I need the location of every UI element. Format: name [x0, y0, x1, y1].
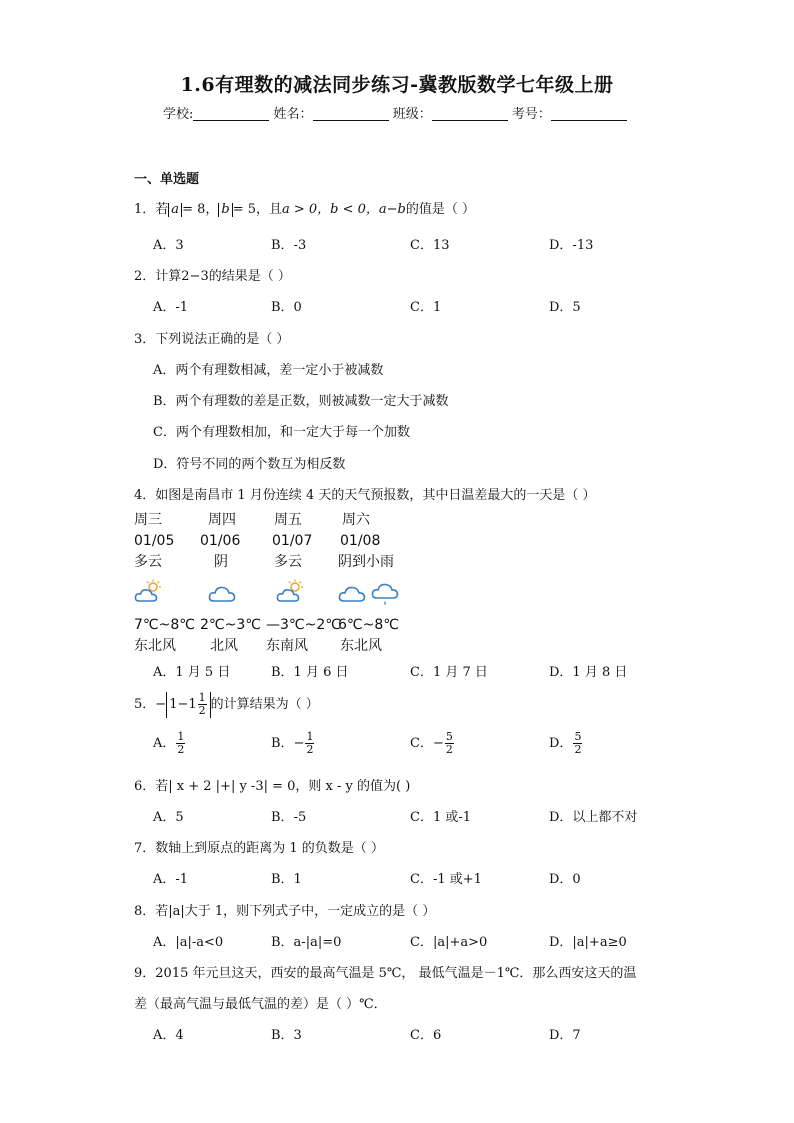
weekday: 周六	[342, 512, 370, 528]
denominator: 2	[574, 743, 582, 756]
options-q7	[153, 868, 673, 888]
options-q4	[153, 661, 673, 681]
fraction	[573, 731, 582, 756]
option-b[interactable]: B．a-|a|=0	[271, 935, 342, 950]
denominator: 2	[177, 743, 185, 756]
weather-forecast-figure	[134, 510, 434, 655]
option-d[interactable]: D．0	[549, 872, 581, 887]
option-b[interactable]: B．1	[271, 872, 302, 887]
question-4: 4．如图是南昌市 1 月份连续 4 天的天气预报数，其中日温差最大的一天是（ ）	[134, 488, 596, 503]
student-info-line	[163, 103, 627, 122]
numerator: 5	[445, 730, 453, 743]
option-c[interactable]	[410, 731, 455, 756]
exam-no-blank[interactable]	[551, 107, 627, 121]
question-text: = 5，且	[232, 202, 282, 217]
question-2	[134, 265, 291, 284]
forecast-day-1	[134, 510, 195, 657]
option-a[interactable]: A．5	[153, 810, 184, 825]
cloudy-icon	[200, 573, 261, 615]
option-d[interactable]: D．-13	[549, 238, 594, 253]
option-c[interactable]: C．13	[410, 238, 450, 253]
cloudy-to-rain-icon	[338, 573, 402, 615]
date: 01/05	[134, 533, 175, 549]
wind: 东南风	[266, 638, 308, 654]
option-a[interactable]: A．两个有理数相减，差一定小于被减数	[153, 363, 384, 378]
options-q1	[153, 234, 673, 254]
weekday: 周四	[208, 512, 236, 528]
numerator: 5	[574, 730, 582, 743]
option-a[interactable]: A．3	[153, 238, 184, 253]
numerator: 1	[306, 730, 314, 743]
question-text: 的值是（ ）	[405, 202, 476, 217]
option-b[interactable]: B．3	[271, 1028, 302, 1043]
class-blank[interactable]	[432, 107, 508, 121]
denominator: 2	[198, 704, 206, 717]
fraction	[176, 731, 185, 756]
name-blank[interactable]	[313, 107, 389, 121]
question-7: 7．数轴上到原点的距离为 1 的负数是（ ）	[134, 841, 384, 856]
fraction	[198, 692, 207, 717]
section-title: 一、单选题	[134, 172, 200, 187]
options-q9	[153, 1024, 673, 1044]
question-1	[134, 198, 475, 217]
option-sign: −	[293, 736, 305, 751]
forecast-day-4	[338, 510, 402, 657]
option-a[interactable]: A．-1	[153, 300, 189, 315]
denominator: 2	[306, 743, 314, 756]
numerator: 1	[198, 691, 206, 704]
school-blank[interactable]	[193, 107, 269, 121]
option-d[interactable]: D．1 月 8 日	[549, 665, 628, 680]
wind: 北风	[210, 638, 238, 654]
page-title: 1.6有理数的减法同步练习-冀教版数学七年级上册	[180, 74, 614, 96]
forecast-day-3	[266, 510, 341, 657]
condition: 多云	[274, 554, 302, 570]
partly-cloudy-icon	[266, 573, 341, 615]
question-6: 6．若| x + 2 |+| y -3| = 0，则 x - y 的值为( )	[134, 779, 411, 794]
option-a[interactable]: A．|a|-a<0	[153, 935, 224, 950]
abs-b: b	[218, 203, 232, 217]
question-text: 的结果是（ ）	[208, 269, 291, 284]
question-text: 2．计算	[134, 269, 182, 284]
question-number: 1．	[134, 202, 156, 217]
condition: 多云	[134, 554, 162, 570]
question-text: = 8，	[182, 202, 219, 217]
date: 01/08	[340, 533, 381, 549]
weekday: 周三	[134, 512, 162, 528]
denominator: 2	[445, 743, 453, 756]
class-label: 班级：	[392, 107, 432, 122]
wind: 东北风	[134, 638, 176, 654]
option-d[interactable]: D．以上都不对	[549, 810, 638, 825]
school-label: 学校:	[163, 107, 194, 122]
temperature: 7℃~8℃	[134, 617, 195, 633]
option-d[interactable]: D．5	[549, 300, 581, 315]
forecast-day-2	[200, 510, 261, 657]
minus-sign: −	[155, 697, 167, 712]
question-5	[134, 692, 319, 718]
question-9-line-1: 9．2015 年元旦这天，西安的最高气温是 5℃， 最低气温是－1℃．那么西安这天的温	[134, 966, 637, 981]
option-c[interactable]: C．|a|+a>0	[410, 935, 488, 950]
fraction	[445, 731, 454, 756]
options-q6	[153, 806, 673, 826]
options-q5	[153, 731, 673, 761]
option-label: B．	[271, 736, 294, 751]
option-a[interactable]: A．4	[153, 1028, 184, 1043]
fraction	[305, 731, 314, 756]
options-q8	[153, 931, 673, 951]
option-b[interactable]: B．1 月 6 日	[271, 665, 349, 680]
option-c[interactable]: C．1 月 7 日	[410, 665, 488, 680]
option-a[interactable]: A．1 月 5 日	[153, 665, 231, 680]
question-text: 的计算结果为（ ）	[210, 697, 319, 712]
option-c[interactable]: C．两个有理数相加，和一定大于每一个加数	[153, 425, 410, 440]
option-a[interactable]	[153, 731, 186, 756]
condition-expr: a > 0，b < 0，a−b	[281, 202, 406, 217]
option-a[interactable]: A．-1	[153, 872, 189, 887]
condition: 阴	[214, 554, 228, 570]
weekday: 周五	[274, 512, 302, 528]
question-8: 8．若|a|大于 1，则下列式子中，一定成立的是（ ）	[134, 904, 436, 919]
temperature: 2℃~3℃	[200, 617, 261, 633]
option-d[interactable]: D．|a|+a≥0	[549, 935, 627, 950]
option-b[interactable]: B．-3	[271, 238, 307, 253]
option-d[interactable]: D．7	[549, 1028, 581, 1043]
option-b[interactable]: B．-5	[271, 810, 307, 825]
abs-a: a	[168, 203, 182, 217]
question-3: 3．下列说法正确的是（ ）	[134, 332, 290, 347]
option-c[interactable]: C．1	[410, 300, 442, 315]
option-label: C．	[410, 736, 433, 751]
option-label: A．	[153, 736, 176, 751]
question-number: 5．	[134, 697, 156, 712]
option-label: D．	[549, 736, 573, 751]
option-sign: −	[432, 736, 444, 751]
option-b[interactable]: B．0	[271, 300, 302, 315]
temperature: —3℃~2℃	[266, 617, 341, 633]
option-b[interactable]	[271, 731, 315, 756]
option-b[interactable]: B．两个有理数的差是正数，则被减数一定大于减数	[153, 394, 449, 409]
option-c[interactable]: C．-1 或+1	[410, 872, 482, 887]
option-c[interactable]: C．1 或-1	[410, 810, 472, 825]
name-label: 姓名：	[273, 107, 313, 122]
expression: 2−3	[181, 269, 209, 284]
inner-expr: 1−1	[169, 697, 197, 712]
option-d[interactable]: D．符号不同的两个数互为相反数	[153, 457, 346, 472]
date: 01/06	[200, 533, 241, 549]
condition: 阴到小雨	[338, 554, 394, 570]
temperature: 6℃~8℃	[338, 617, 399, 633]
abs-expression	[166, 692, 210, 718]
option-c[interactable]: C．6	[410, 1028, 442, 1043]
numerator: 1	[177, 730, 185, 743]
question-text: 若	[155, 202, 169, 217]
options-q2	[153, 296, 673, 316]
date: 01/07	[272, 533, 313, 549]
wind: 东北风	[340, 638, 382, 654]
question-9-line-2: 差（最高气温与最低气温的差）是（ ）℃．	[134, 997, 387, 1012]
exam-no-label: 考号：	[511, 107, 551, 122]
option-d[interactable]	[549, 731, 583, 756]
partly-cloudy-icon	[134, 573, 195, 615]
